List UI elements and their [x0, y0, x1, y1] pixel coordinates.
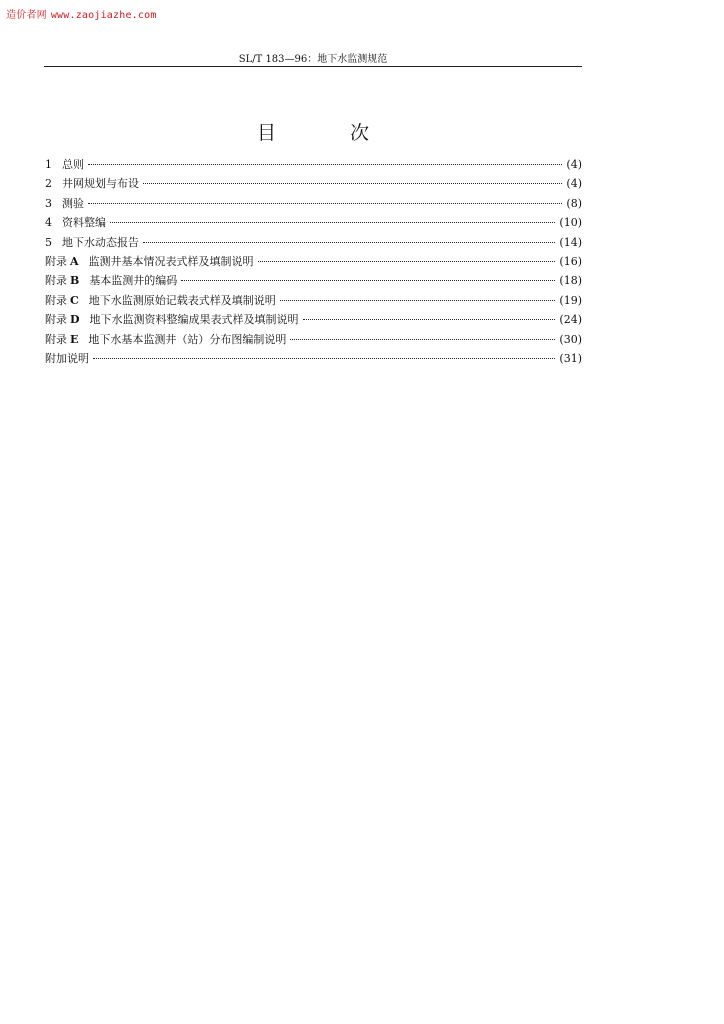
toc-number: 5 [45, 235, 52, 249]
watermark-url: www.zaojiazhe.com [50, 10, 157, 21]
toc-leader [290, 339, 555, 340]
appendix-letter: E [70, 332, 79, 346]
toc-entry [45, 213, 582, 232]
toc-title: 地下水监测资料整编成果表式样及填制说明 [89, 313, 299, 327]
watermark [6, 6, 157, 21]
toc-leader [93, 358, 555, 359]
toc-leader [303, 319, 556, 320]
appendix-prefix: 附加说明 [45, 351, 89, 365]
toc-title: 资料整编 [62, 216, 106, 230]
toc-number: 1 [45, 158, 52, 171]
toc-page: (14) [559, 235, 582, 249]
header-rule [44, 66, 582, 67]
appendix-prefix: 附录 [45, 332, 67, 346]
toc-number [45, 271, 79, 290]
appendix-prefix: 附录 [45, 274, 67, 288]
appendix-prefix: 附录 [45, 254, 67, 268]
toc-page: (18) [559, 274, 582, 288]
toc-entry [45, 271, 582, 290]
toc-entry [45, 155, 582, 174]
appendix-letter: A [70, 254, 79, 268]
toc-entry [45, 252, 582, 271]
toc-number [45, 291, 79, 310]
watermark-site-name: 造价者网 [6, 10, 47, 21]
toc-page: (30) [559, 332, 582, 346]
toc-page: (8) [566, 196, 582, 210]
page-title: 目 次 [256, 121, 404, 144]
toc-page: (19) [559, 293, 582, 307]
toc-entry [45, 349, 582, 368]
toc-page: (4) [566, 158, 582, 171]
toc-title: 基本监测井的编码 [89, 274, 178, 288]
toc-leader [181, 280, 555, 281]
toc-entry [45, 233, 582, 252]
toc-entry [45, 194, 582, 213]
toc-title: 测验 [62, 196, 84, 210]
toc-title: 总则 [62, 158, 84, 171]
toc-number [45, 252, 79, 271]
toc-number: 4 [45, 216, 52, 230]
toc-page: (24) [559, 313, 582, 327]
toc-number [45, 330, 78, 349]
appendix-letter: B [70, 274, 80, 288]
appendix-prefix: 附录 [45, 313, 67, 327]
toc-title: 地下水监测原始记载表式样及填制说明 [88, 293, 276, 307]
toc-leader [143, 183, 562, 184]
toc-page: (16) [559, 254, 582, 268]
table-of-contents [45, 155, 582, 368]
toc-number: 3 [45, 196, 52, 210]
toc-entry [45, 174, 582, 193]
toc-title: 监测井基本情况表式样及填制说明 [88, 254, 254, 268]
toc-number [45, 349, 89, 368]
appendix-letter: C [70, 293, 79, 307]
toc-entry [45, 291, 582, 310]
appendix-prefix: 附录 [45, 293, 67, 307]
toc-leader [258, 261, 556, 262]
toc-entry [45, 310, 582, 329]
appendix-letter: D [70, 313, 80, 327]
toc-page: (10) [559, 216, 582, 230]
toc-leader [88, 164, 562, 165]
toc-leader [110, 222, 555, 223]
toc-title: 井网规划与布设 [62, 177, 139, 191]
toc-title: 地下水动态报告 [62, 235, 139, 249]
toc-leader [143, 242, 555, 243]
toc-number: 2 [45, 177, 52, 191]
toc-title: 地下水基本监测井（站）分布图编制说明 [88, 332, 287, 346]
toc-page: (4) [566, 177, 582, 191]
running-header: SL/T 183—96：地下水监测规范 [238, 54, 388, 65]
toc-number [45, 310, 80, 329]
toc-leader [280, 300, 556, 301]
toc-leader [88, 203, 562, 204]
toc-page: (31) [559, 351, 582, 365]
toc-entry [45, 330, 582, 349]
